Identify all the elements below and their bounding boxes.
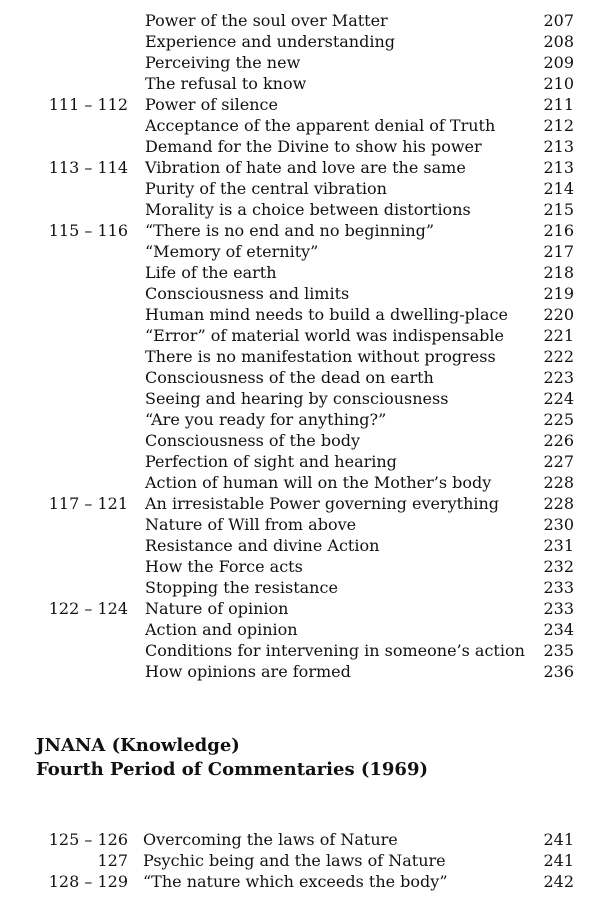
entry-page-number: 223 (543, 368, 574, 387)
entry-title: Stopping the resistance (145, 578, 338, 597)
entry-range: 113 – 114 (48, 158, 128, 177)
toc-entry (0, 31, 600, 52)
entry-range: 115 – 116 (48, 221, 128, 240)
entry-range: 122 – 124 (48, 599, 128, 618)
entry-page-number: 221 (543, 326, 574, 345)
entry-title: Action and opinion (145, 620, 298, 639)
toc-entry (0, 325, 600, 346)
entry-title: Consciousness of the body (145, 431, 360, 450)
entry-title: “The nature which exceeds the body” (143, 872, 448, 891)
entry-page-number: 231 (543, 536, 574, 555)
entry-page-number: 226 (543, 431, 574, 450)
entry-page-number: 216 (543, 221, 574, 240)
entry-title: The refusal to know (145, 74, 307, 93)
toc-entry (0, 220, 600, 241)
section-heading-jnana: JNANA (Knowledge) (36, 735, 240, 756)
entry-title: Conditions for intervening in someone’s action (145, 641, 525, 660)
entry-page-number: 232 (543, 557, 574, 576)
entry-range: 125 – 126 (48, 830, 128, 849)
entry-page-number: 230 (543, 515, 574, 534)
entry-page-number: 241 (543, 830, 574, 849)
entry-title: Power of silence (145, 95, 278, 114)
toc-entry (0, 535, 600, 556)
entry-title: “Error” of material world was indispensable (145, 326, 504, 345)
toc-entry (0, 199, 600, 220)
entry-page-number: 218 (543, 263, 574, 282)
entry-title: “Memory of eternity” (145, 242, 319, 261)
entry-title: Action of human will on the Mother’s body (145, 473, 492, 492)
toc-entry (0, 178, 600, 199)
entry-page-number: 220 (543, 305, 574, 324)
toc-entry (0, 346, 600, 367)
toc-entry (0, 241, 600, 262)
entry-page-number: 213 (543, 137, 574, 156)
entry-page-number: 208 (543, 32, 574, 51)
toc-entry (0, 850, 600, 871)
entry-page-number: 236 (543, 662, 574, 681)
toc-entry (0, 556, 600, 577)
entry-title: Human mind needs to build a dwelling-place (145, 305, 508, 324)
toc-entry (0, 304, 600, 325)
toc-entry (0, 493, 600, 514)
toc-entry (0, 829, 600, 850)
entry-title: Acceptance of the apparent denial of Truth (145, 116, 496, 135)
entry-title: Consciousness and limits (145, 284, 350, 303)
entry-page-number: 242 (543, 872, 574, 891)
toc-entry (0, 514, 600, 535)
entry-title: Purity of the central vibration (145, 179, 387, 198)
toc-entry (0, 367, 600, 388)
toc-entry (0, 409, 600, 430)
entry-page-number: 228 (543, 473, 574, 492)
toc-entry (0, 619, 600, 640)
toc-entry (0, 661, 600, 682)
entry-page-number: 212 (543, 116, 574, 135)
entry-page-number: 233 (543, 599, 574, 618)
entry-range: 127 (97, 851, 128, 870)
entry-title: Power of the soul over Matter (145, 11, 388, 30)
entry-title: Psychic being and the laws of Nature (143, 851, 446, 870)
entry-page-number: 217 (543, 242, 574, 261)
section-heading-period: Fourth Period of Commentaries (1969) (36, 759, 428, 780)
entry-title: Vibration of hate and love are the same (145, 158, 466, 177)
toc-entry (0, 94, 600, 115)
entry-range: 111 – 112 (48, 95, 128, 114)
entry-title: Consciousness of the dead on earth (145, 368, 434, 387)
entry-title: How opinions are formed (145, 662, 351, 681)
toc-entry (0, 157, 600, 178)
entry-title: “Are you ready for anything?” (145, 410, 387, 429)
entry-title: Overcoming the laws of Nature (143, 830, 398, 849)
entry-page-number: 213 (543, 158, 574, 177)
entry-title: Seeing and hearing by consciousness (145, 389, 449, 408)
entry-page-number: 222 (543, 347, 574, 366)
entry-range: 128 – 129 (48, 872, 128, 891)
entry-range: 117 – 121 (48, 494, 128, 513)
toc-entry (0, 115, 600, 136)
toc-entry (0, 73, 600, 94)
entry-page-number: 214 (543, 179, 574, 198)
toc-entry (0, 262, 600, 283)
toc-entry (0, 388, 600, 409)
entry-title: There is no manifestation without progress (145, 347, 496, 366)
entry-page-number: 207 (543, 11, 574, 30)
entry-page-number: 228 (543, 494, 574, 513)
entry-title: Life of the earth (145, 263, 277, 282)
entry-page-number: 225 (543, 410, 574, 429)
entry-page-number: 233 (543, 578, 574, 597)
toc-entry (0, 283, 600, 304)
toc-list-1 (0, 10, 600, 682)
entry-title: How the Force acts (145, 557, 303, 576)
entry-page-number: 219 (543, 284, 574, 303)
toc-entry (0, 871, 600, 892)
entry-title: An irresistable Power governing everything (145, 494, 500, 513)
entry-title: Demand for the Divine to show his power (145, 137, 482, 156)
entry-title: Perceiving the new (145, 53, 301, 72)
entry-title: Morality is a choice between distortions (145, 200, 471, 219)
toc-entry (0, 640, 600, 661)
toc-entry (0, 430, 600, 451)
entry-title: Resistance and divine Action (145, 536, 380, 555)
toc-entry (0, 598, 600, 619)
entry-title: Perfection of sight and hearing (145, 452, 397, 471)
entry-title: Nature of opinion (145, 599, 289, 618)
entry-page-number: 224 (543, 389, 574, 408)
toc-entry (0, 52, 600, 73)
toc-entry (0, 136, 600, 157)
entry-page-number: 209 (543, 53, 574, 72)
entry-title: “There is no end and no beginning” (145, 221, 435, 240)
entry-page-number: 210 (543, 74, 574, 93)
entry-page-number: 227 (543, 452, 574, 471)
entry-title: Nature of Will from above (145, 515, 357, 534)
entry-page-number: 235 (543, 641, 574, 660)
toc-list-2 (0, 829, 600, 892)
entry-page-number: 234 (543, 620, 574, 639)
toc-entry (0, 577, 600, 598)
toc-entry (0, 10, 600, 31)
toc-entry (0, 451, 600, 472)
entry-title: Experience and understanding (145, 32, 395, 51)
toc-entry (0, 472, 600, 493)
entry-page-number: 215 (543, 200, 574, 219)
entry-page-number: 241 (543, 851, 574, 870)
entry-page-number: 211 (543, 95, 574, 114)
